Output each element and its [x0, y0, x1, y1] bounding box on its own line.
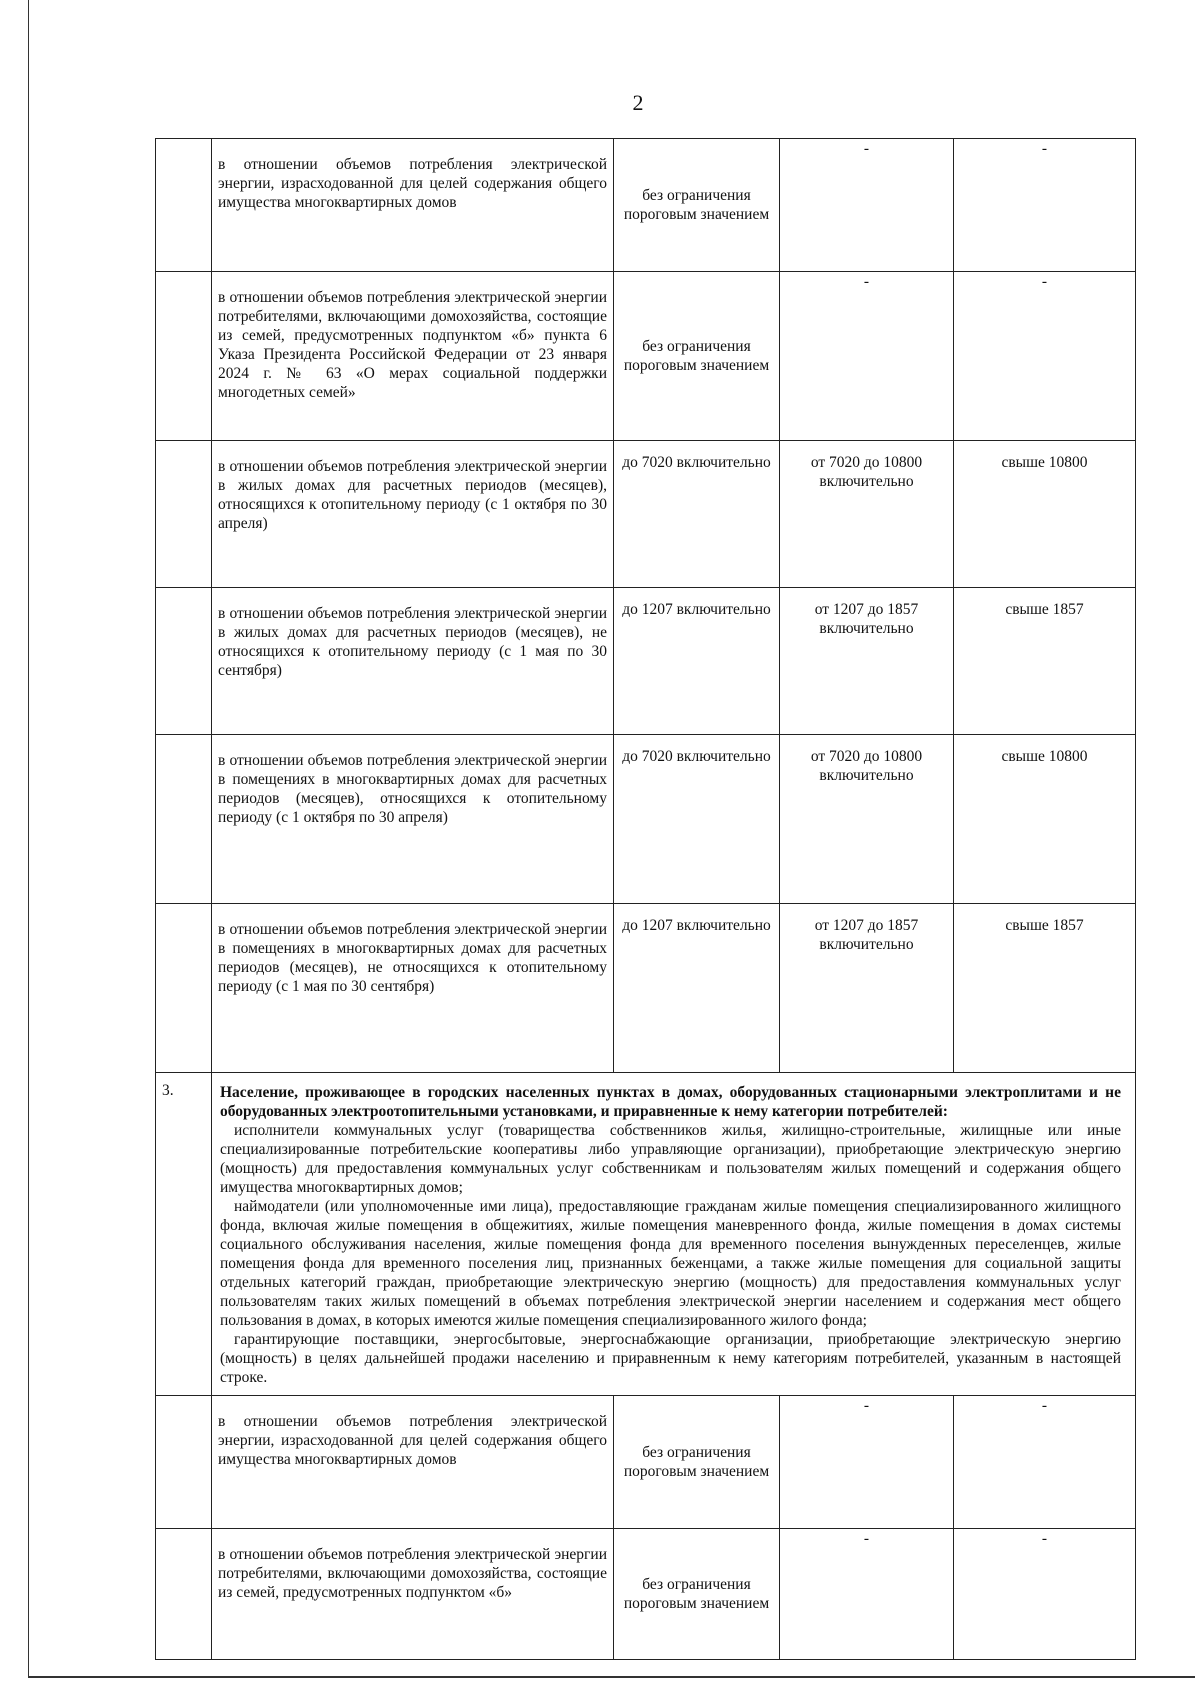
range2-cell: - [780, 1529, 954, 1660]
row-number-cell [156, 588, 212, 735]
tariff-table [155, 138, 1136, 1660]
section-paragraph: наймодатели (или уполномоченные ими лица), предоставляющие гражданам жилые помещения специализированного жилищного фонда, включая жилые помещения в общежитиях, жилые помещения маневренного фонда, жилые помещения в домах системы социального обслуживания населения, жилые помещения фонда для временного поселения вынужденных переселенцев, жилые помещения фонда для временного поселения лиц, признанных беженцами, а также жилые помещения для социальной защиты отдельных категорий граждан, приобретающие электрическую энергию (мощность) для предоставления коммунальных услуг пользователям таких жилых помещений в объемах потребления электрической энергии населением и содержания мест общего пользования в домах, в которых имеются жилые помещения специализированного жилого фонда; [220, 1198, 1121, 1329]
section-paragraph: исполнители коммунальных услуг (товарищества собственников жилья, жилищно-строительные, жилищные или иные специализированные потребительские кооперативы либо управляющие организации), приобретающие электрическую энергию (мощность) для предоставления коммунальных услуг собственникам и пользователям жилых помещений и содержания общего имущества многоквартирных домов; [220, 1122, 1121, 1196]
range2-cell: от 7020 до 10800 включительно [780, 735, 954, 904]
range3-cell: свыше 10800 [954, 441, 1136, 588]
section-title: Население, проживающее в городских населенных пунктах в домах, оборудованных стационарными электроплитами и не оборудованных электроотопительными установками, и приравненные к нему категории потребителей: [220, 1084, 1121, 1120]
row-description: в отношении объемов потребления электрической энергии в жилых домах для расчетных периодов (месяцев), не относящихся к отопительному периоду (с 1 мая по 30 сентября) [212, 588, 614, 735]
table-row [156, 1396, 1136, 1529]
range3-cell: - [954, 1396, 1136, 1529]
range2-cell: от 1207 до 1857 включительно [780, 588, 954, 735]
section-text [212, 1073, 1136, 1396]
table-row [156, 441, 1136, 588]
range1-cell: без ограничения пороговым значением [614, 139, 780, 272]
table-row [156, 735, 1136, 904]
range2-cell: от 7020 до 10800 включительно [780, 441, 954, 588]
row-description: в отношении объемов потребления электрической энергии, израсходованной для целей содержания общего имущества многоквартирных домов [212, 139, 614, 272]
row-description: в отношении объемов потребления электрической энергии в помещениях в многоквартирных домах для расчетных периодов (месяцев), относящихся к отопительному периоду (с 1 октября по 30 апреля) [212, 735, 614, 904]
range3-cell: - [954, 139, 1136, 272]
row-number-cell [156, 904, 212, 1073]
row-description: в отношении объемов потребления электрической энергии, израсходованной для целей содержания общего имущества многоквартирных домов [212, 1396, 614, 1529]
range1-cell: без ограничения пороговым значением [614, 1396, 780, 1529]
row-description: в отношении объемов потребления электрической энергии потребителями, включающими домохозяйства, состоящие из семей, предусмотренных подпунктом «б» пункта 6 Указа Президента Российской Федерации от 23 января 2024 г. № 63 «О мерах социальной поддержки многодетных семей» [212, 272, 614, 441]
range2-cell: от 1207 до 1857 включительно [780, 904, 954, 1073]
row-number-cell [156, 139, 212, 272]
range1-cell: до 1207 включительно [614, 904, 780, 1073]
range2-cell: - [780, 1396, 954, 1529]
row-number-cell [156, 441, 212, 588]
section-number: 3. [156, 1073, 212, 1396]
row-description: в отношении объемов потребления электрической энергии в помещениях в многоквартирных домах для расчетных периодов (месяцев), не относящихся к отопительному периоду (с 1 мая по 30 сентября) [212, 904, 614, 1073]
range3-cell: - [954, 272, 1136, 441]
range3-cell: свыше 1857 [954, 588, 1136, 735]
row-number-cell [156, 272, 212, 441]
section-row [156, 1073, 1136, 1396]
range1-cell: без ограничения пороговым значением [614, 1529, 780, 1660]
range1-cell: до 7020 включительно [614, 735, 780, 904]
table-row [156, 272, 1136, 441]
range1-cell: до 1207 включительно [614, 588, 780, 735]
range2-cell: - [780, 139, 954, 272]
table-row [156, 588, 1136, 735]
row-number-cell [156, 1529, 212, 1660]
range3-cell: - [954, 1529, 1136, 1660]
range1-cell: без ограничения пороговым значением [614, 272, 780, 441]
range3-cell: свыше 1857 [954, 904, 1136, 1073]
range2-cell: - [780, 272, 954, 441]
section-paragraph: гарантирующие поставщики, энергосбытовые, энергоснабжающие организации, приобретающие электрическую энергию (мощность) в целях дальнейшей продажи населению и приравненным к нему категориям потребителей, указанным в настоящей строке. [220, 1331, 1121, 1386]
table-row [156, 904, 1136, 1073]
row-description: в отношении объемов потребления электрической энергии потребителями, включающими домохозяйства, состоящие из семей, предусмотренных подпунктом «б» [212, 1529, 614, 1660]
row-description: в отношении объемов потребления электрической энергии в жилых домах для расчетных периодов (месяцев), относящихся к отопительному периоду (с 1 октября по 30 апреля) [212, 441, 614, 588]
page-number: 2 [632, 90, 644, 115]
row-number-cell [156, 1396, 212, 1529]
table-row [156, 139, 1136, 272]
range3-cell: свыше 10800 [954, 735, 1136, 904]
range1-cell: до 7020 включительно [614, 441, 780, 588]
row-number-cell [156, 735, 212, 904]
table-row [156, 1529, 1136, 1660]
